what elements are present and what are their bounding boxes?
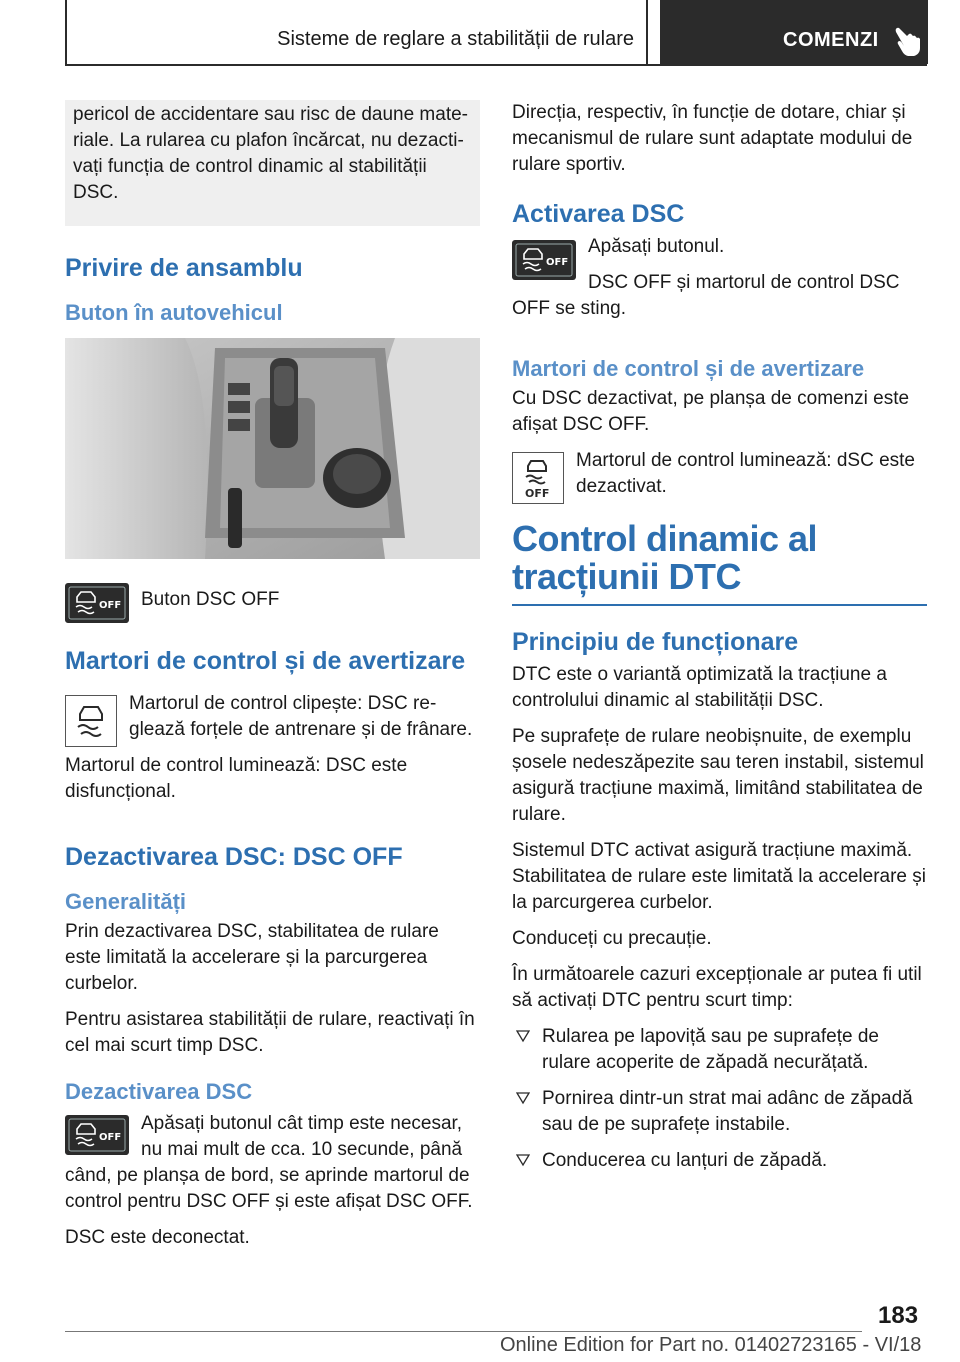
center-console-photo (65, 338, 480, 559)
dsc-off-label: OFF (99, 600, 122, 611)
header-section-box (65, 0, 648, 64)
principle-p5: În următoarele cazuri excepționale ar putea fi util să activați DTC pentru scurt timp: (512, 964, 922, 1011)
header-rule (65, 64, 927, 66)
header-tab-label: COMENZI (783, 29, 879, 51)
header-section-title: Sisteme de reglare a stabilității de rulare (277, 28, 634, 50)
principle-p3: Sistemul DTC activat asigură tracțiune maximă. Stabilitatea de rulare este limitată la accelerare și la parcurgerea curbelor. (512, 840, 926, 913)
right-indicators-heading: Martori de control și de avertizare (512, 356, 865, 381)
activate-press: Apăsați butonul. (588, 236, 725, 257)
principle-p2: Pe suprafețe de rulare neobișnuite, de exemplu șosele nedeszăpezite sau teren instabil, sistemul asigură tracțiune maximă, limitând stabilitatea de rulare. (512, 726, 924, 825)
warning-line: vați funcția de control dinamic al stabilității (73, 156, 427, 177)
dtc-heading: Control dinamic al tracțiunii DTC (512, 518, 818, 597)
deactivate-text: Apăsați butonul cât timp este necesar, nu mai mult de cca. 10 secunde, până când, pe planșa de bord, se aprinde martorul de control pentru DSC OFF și este afișat DSC OFF. (65, 1113, 473, 1212)
warning-line: riale. La rularea cu plafon încărcat, nu dezacti‐ (73, 130, 464, 151)
page-number: 183 (878, 1302, 919, 1329)
dsc-off-lamp-label: OFF (525, 487, 550, 500)
indicator-off-block (512, 448, 927, 510)
dsc-off-button-icon (65, 583, 129, 623)
sport-mode-intro: Direcția, respectiv, în funcție de dotare, chiar și mecanismul de rulare sunt adaptate modului de rulare sportiv. (512, 102, 913, 175)
indicator-off-text: Martorul de control luminează: dSC este dezactivat. (576, 450, 915, 497)
triangle-bullet-icon (516, 1029, 530, 1043)
indicator-blink-block (65, 691, 480, 815)
principle-p4: Conduceți cu precauție. (512, 928, 712, 949)
overview-heading: Privire de ansamblu (65, 254, 303, 282)
principle-p1: DTC este o variantă optimizată la tracțiune a controlului dinamic al stabilității DSC. (512, 664, 887, 711)
dtc-cases-list (512, 1024, 927, 1174)
general-p2: Pentru asistarea stabilității de rulare, reactivați în cel mai scurt timp DSC. (65, 1009, 475, 1056)
button-caption: Buton DSC OFF (141, 589, 280, 610)
button-heading: Buton în autovehicul (65, 300, 283, 325)
activate-block (512, 234, 927, 332)
left-column (65, 100, 480, 1261)
deactivate-sub-heading: Dezactivarea DSC (65, 1079, 253, 1104)
general-p1: Prin dezactivarea DSC, stabilitatea de rulare este limitată la accelerare și la parcurgerea curbelor. (65, 921, 439, 994)
list-item (512, 1148, 927, 1174)
footer-rule (65, 1331, 862, 1332)
indicator-lit-text: Martorul de control luminează: DSC este disfuncțional. (65, 755, 408, 802)
dsc-off-lamp-icon (512, 452, 564, 504)
activate-heading: Activarea DSC (512, 200, 685, 228)
header-tab-comenzi[interactable] (660, 0, 928, 64)
deactivate-block (65, 1111, 480, 1225)
right-column (512, 100, 927, 1184)
dsc-off-button-block (65, 579, 480, 629)
dsc-off-label: OFF (546, 257, 569, 268)
pointing-hand-icon (893, 24, 923, 58)
triangle-bullet-icon (516, 1153, 530, 1167)
footer-edition: Online Edition for Part no. 01402723165 - VI/18 (500, 1334, 922, 1356)
dsc-warning-lamp-icon (65, 695, 117, 747)
list-item-text: Rularea pe lapoviță sau pe suprafețe de rulare acoperite de zăpadă necurățată. (542, 1026, 879, 1073)
dsc-off-button-icon (65, 1115, 129, 1155)
activate-result: DSC OFF și martorul de control DSC OFF se sting. (512, 272, 900, 319)
warning-line: pericol de accidentare sau risc de daune mate‐ (73, 104, 469, 125)
dsc-off-label: OFF (99, 1132, 122, 1143)
indicators-heading: Martori de control și de avertizare (65, 647, 466, 675)
dsc-off-button-icon (512, 240, 576, 280)
list-item (512, 1086, 927, 1138)
deactivate-heading: Dezactivarea DSC: DSC OFF (65, 843, 403, 871)
indicator-blink-text: Martorul de control clipește: DSC re‐glează forțele de antrenare și de frânare. (129, 693, 473, 740)
list-item-text: Pornirea dintr-un strat mai adânc de zăpadă sau de pe suprafețe instabile. (542, 1088, 913, 1135)
warning-box (65, 100, 480, 226)
general-heading: Generalități (65, 889, 187, 914)
triangle-bullet-icon (516, 1091, 530, 1105)
deactivate-result: DSC este deconectat. (65, 1227, 250, 1248)
list-item (512, 1024, 927, 1076)
warning-line: DSC. (73, 182, 119, 203)
principle-heading: Principiu de funcționare (512, 628, 799, 656)
right-indicators-text: Cu DSC dezactivat, pe planșa de comenzi este afișat DSC OFF. (512, 388, 910, 435)
list-item-text: Conducerea cu lanțuri de zăpadă. (542, 1150, 828, 1171)
dtc-heading-wrap (512, 520, 927, 606)
